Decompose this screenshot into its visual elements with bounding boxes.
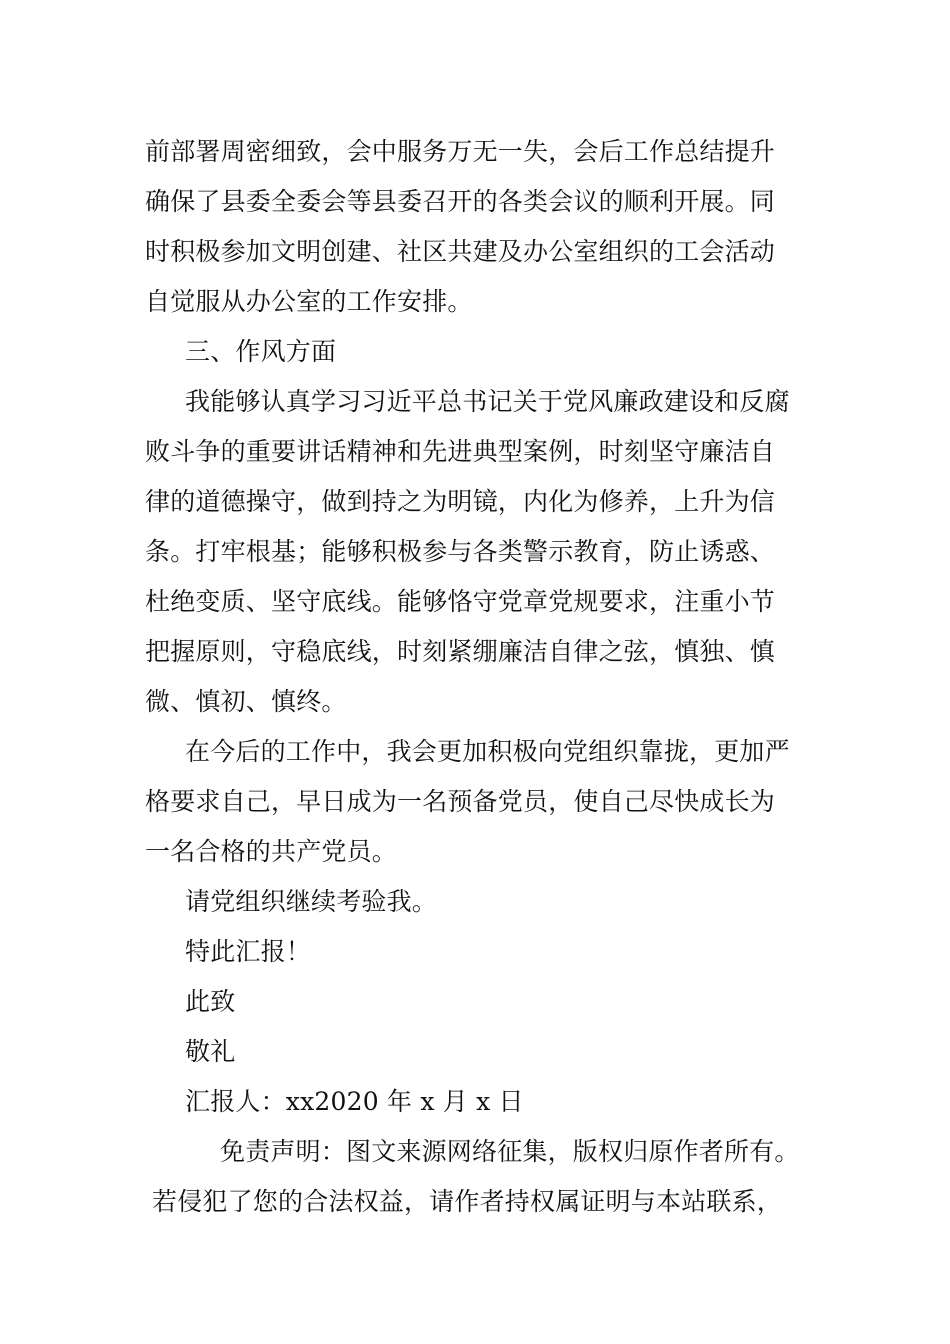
paragraph-line: 杜绝变质、坚守底线。能够恪守党章党规要求，注重小节 [145, 587, 776, 616]
closing-jingli: 敬礼 [185, 1037, 236, 1066]
paragraph-line: 自觉服从办公室的工作安排。 [145, 287, 473, 316]
section-heading: 三、作风方面 [185, 337, 337, 366]
paragraph-line: 条。打牢根基；能够积极参与各类警示教育，防止诱惑、 [145, 537, 776, 566]
request-line: 请党组织继续考验我。 [185, 887, 438, 916]
paragraph-line: 把握原则，守稳底线，时刻紧绷廉洁自律之弦，慎独、慎 [145, 637, 776, 666]
paragraph-line: 一名合格的共产党员。 [145, 837, 398, 866]
closing-zhici: 此致 [185, 987, 236, 1016]
paragraph-line: 格要求自己，早日成为一名预备党员，使自己尽快成长为 [145, 787, 776, 816]
signature-line: 汇报人：xx2020 年 x 月 x 日 [185, 1087, 524, 1116]
paragraph-line: 我能够认真学习习近平总书记关于党风廉政建设和反腐 [185, 387, 790, 416]
report-line: 特此汇报！ [185, 937, 312, 966]
disclaimer-line: 免责声明：图文来源网络征集，版权归原作者所有。 [220, 1137, 800, 1166]
paragraph-line: 在今后的工作中，我会更加积极向党组织靠拢，更加严 [185, 737, 790, 766]
paragraph-line: 前部署周密细致，会中服务万无一失，会后工作总结提升 [145, 137, 776, 166]
disclaimer-line: 若侵犯了您的合法权益，请作者持权属证明与本站联系， [152, 1187, 783, 1216]
paragraph-line: 时积极参加文明创建、社区共建及办公室组织的工会活动 [145, 237, 776, 266]
paragraph-line: 律的道德操守，做到持之为明镜，内化为修养，上升为信 [145, 487, 776, 516]
paragraph-line: 微、慎初、慎终。 [145, 687, 347, 716]
paragraph-line: 确保了县委全委会等县委召开的各类会议的顺利开展。同 [145, 187, 776, 216]
paragraph-line: 败斗争的重要讲话精神和先进典型案例，时刻坚守廉洁自 [145, 437, 776, 466]
